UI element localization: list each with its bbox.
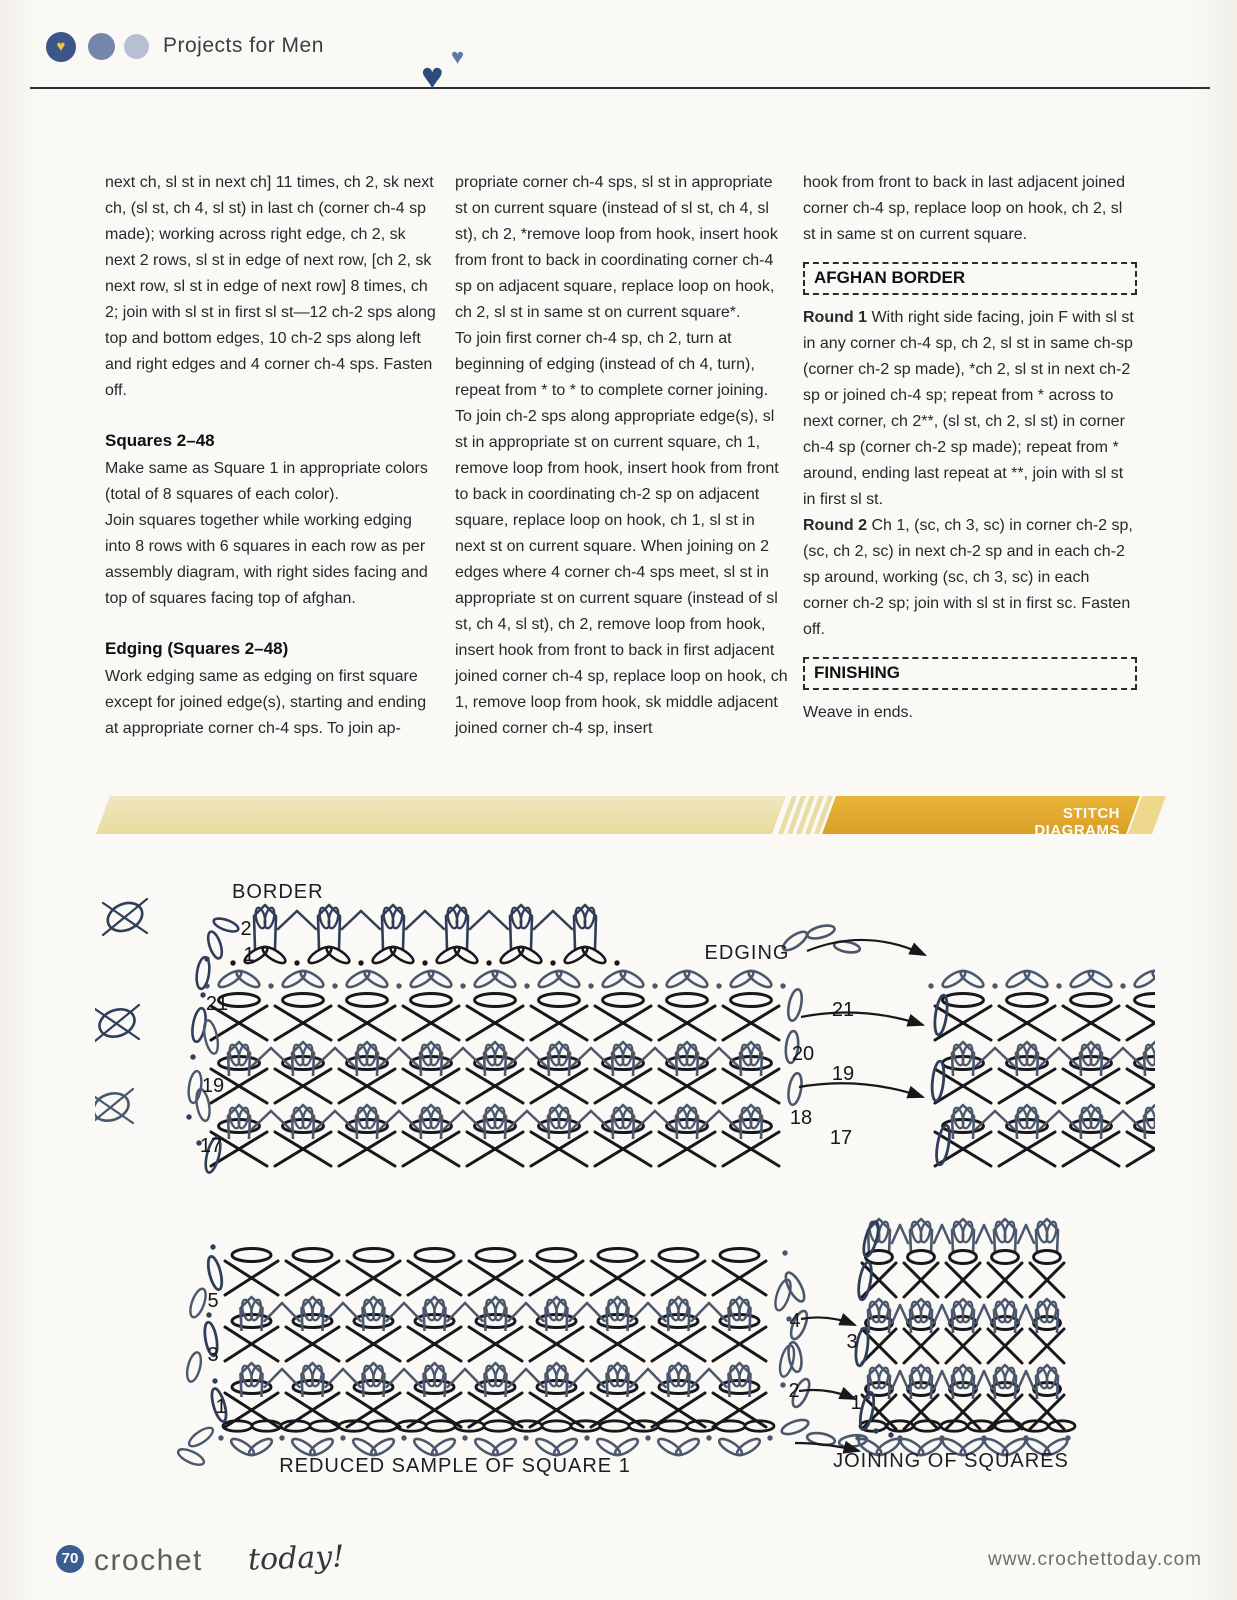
row-number: 17 (829, 1127, 853, 1149)
body-paragraph: hook from front to back in last adjacent joined corner ch-4 sp, replace loop on hook, ch 2, sl st in same st on current square. (803, 174, 1125, 243)
heart-icon: ♥ (56, 38, 66, 55)
banner-label: STITCH DIAGRAMS (1034, 805, 1120, 839)
row-number: 1 (243, 944, 255, 966)
round-text: With right side facing, join F with sl st in any corner ch-4 sp, ch 2, sl st in same ch-sp (corner ch-2 sp made), *ch 2, sl st in next ch-2 sp or joined ch-4 sp; repeat from * across to next corner, ch 2**, (sl st, ch 2, sl st) in corner ch-4 sp (corner ch-2 sp made); repeat from * around, ending last repeat at **, join with sl st in first sl st. (803, 309, 1134, 508)
sample-diagram-label: REDUCED SAMPLE OF SQUARE 1 (279, 1455, 631, 1477)
logo-dot-icon (88, 33, 115, 60)
subheading: Edging (Squares 2–48) (105, 639, 289, 658)
body-paragraph: Make same as Square 1 in appropriate colors (total of 8 squares of each color). (105, 460, 428, 503)
edging-diagram-label: EDGING (704, 942, 790, 964)
website-url: www.crochettoday.com (988, 1549, 1202, 1570)
body-paragraph (803, 513, 1137, 643)
row-number: 1 (850, 1392, 862, 1414)
row-number: 19 (201, 1075, 225, 1097)
body-paragraph: Work edging same as edging on first square except for joined edge(s), starting and ending at appropriate corner ch-4 sps. To join ap- (105, 668, 427, 737)
row-number: 4 (789, 1310, 801, 1332)
page-number-badge: 70 (56, 1545, 84, 1573)
text-column-3 (803, 170, 1137, 726)
body-paragraph: To join first corner ch-4 sp, ch 2, turn at beginning of edging (instead of ch 4, turn), repeat from * to * to complete corner joining. To join ch-2 sps along appropriate edge(s), sl st in appropriate st on current square, ch 1, remove loop from hook, insert hook from front to back in coordinating ch-2 sp on adjacent square, replace loop on hook, ch 1, sl st in next st on current square. When joining on 2 edges where 4 corner ch-4 sps meet, sl st in appropriate st on current square (instead of sl st, ch 4, sl st), ch 2, remove loop from hook, insert hook from front to back in first adjacent joined corner ch-4 sp, replace loop on hook, ch 1, remove loop from hook, sk middle adjacent joined corner ch-4 sp, insert (455, 330, 788, 737)
square-sample-joining-diagram (95, 1195, 1155, 1495)
body-paragraph: Weave in ends. (803, 704, 913, 721)
text-column-1 (105, 170, 439, 742)
row-number: 3 (207, 1344, 219, 1366)
row-number: 20 (791, 1043, 815, 1065)
body-paragraph (803, 305, 1137, 513)
banner-band (96, 796, 786, 834)
section-box-finishing: FINISHING (803, 657, 1137, 690)
row-number: 3 (846, 1331, 858, 1353)
row-number: 18 (789, 1107, 813, 1129)
round-text: Ch 1, (sc, ch 3, sc) in corner ch-2 sp, (sc, ch 2, sc) in next ch-2 sp and in each ch-2 sp around, working (sc, ch 3, sc) in each corner ch-2 sp; join with sl st in first sc. Fasten off. (803, 517, 1133, 638)
magazine-brand: crochet (94, 1544, 203, 1577)
logo-dot-icon (124, 34, 149, 59)
heart-icon: ♥ (451, 44, 465, 69)
joining-diagram-label: JOINING OF SQUARES (833, 1450, 1069, 1472)
row-number: 5 (207, 1290, 219, 1312)
row-number: 2 (788, 1380, 800, 1402)
round-label: Round 2 (803, 517, 867, 534)
subheading: Squares 2–48 (105, 431, 215, 450)
row-number: 21 (831, 999, 855, 1021)
row-number: 21 (205, 993, 229, 1015)
section-title: Projects for Men (163, 34, 324, 57)
border-edging-stitch-diagram (95, 855, 1155, 1200)
heart-icon: ♥ (421, 56, 444, 98)
row-number: 17 (199, 1135, 223, 1157)
row-number: 2 (240, 918, 252, 940)
magazine-brand-script: today! (247, 1539, 345, 1578)
body-paragraph: Join squares together while working edging into 8 rows with 6 squares in each row as per assembly diagram, with right sides facing and top of squares facing top of afghan. (105, 512, 428, 607)
text-column-2 (455, 170, 789, 742)
row-number: 19 (831, 1063, 855, 1085)
body-paragraph: propriate corner ch-4 sps, sl st in appropriate st on current square (instead of sl st, ch 4, sl st), ch 2, *remove loop from hook, insert hook from front to back in coordinating corner ch-4 sp on adjacent square, replace loop on hook, ch 2, sl st in same st on current square*. (455, 174, 778, 321)
stitch-diagrams-banner (103, 796, 1159, 839)
logo-dot-icon (46, 32, 76, 62)
row-number: 1 (215, 1396, 227, 1418)
header-rule (30, 87, 1210, 89)
border-diagram-label: BORDER (232, 881, 324, 903)
round-label: Round 1 (803, 309, 867, 326)
section-box-afghan-border: AFGHAN BORDER (803, 262, 1137, 295)
body-paragraph: next ch, sl st in next ch] 11 times, ch 2, sk next ch, (sl st, ch 4, sl st) in last ch (corner ch-4 sp made); working across right edge, ch 2, sk next 2 rows, sl st in edge of next row, [ch 2, sk next row, sl st in edge of next row] 8 times, ch 2; join with sl st in first sl st—12 ch-2 sps along top and bottom edges, 10 ch-2 sps along left and right edges and 4 corner ch-4 sps. Fasten off. (105, 174, 436, 399)
